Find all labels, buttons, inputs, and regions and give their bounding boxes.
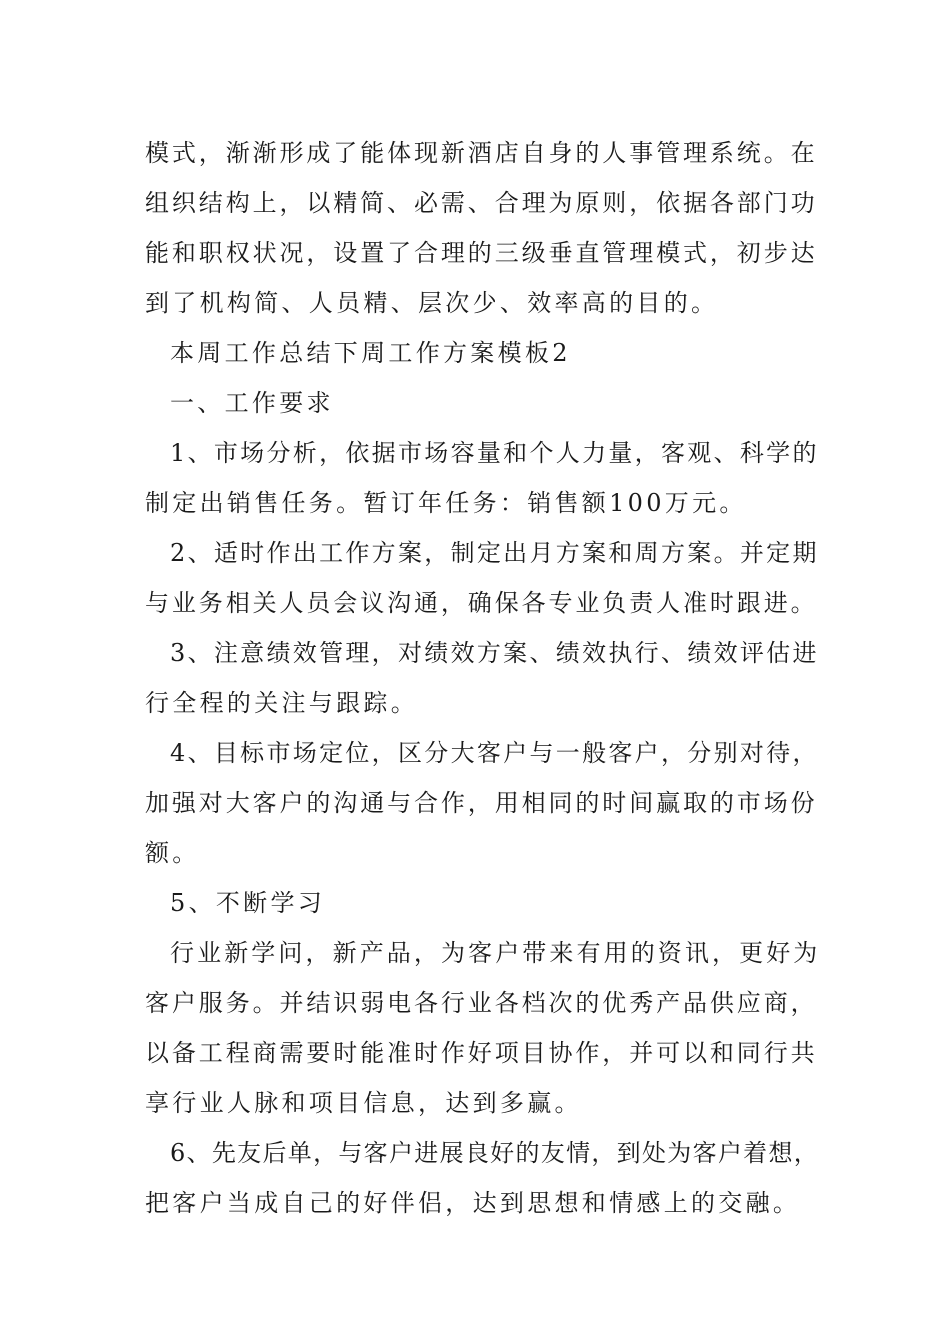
section-heading: 本周工作总结下周工作方案模板2 bbox=[170, 339, 571, 367]
text-line: 制定出销售任务。暂订年任务：销售额100万元。 bbox=[145, 489, 747, 517]
text-line: 模式，渐渐形成了能体现新酒店自身的人事管理系统。在 bbox=[145, 139, 818, 167]
text-line: 能和职权状况，设置了合理的三级垂直管理模式，初步达 bbox=[145, 239, 818, 267]
text-line: 到了机构简、人员精、层次少、效率高的目的。 bbox=[145, 289, 719, 317]
text-line: 额。 bbox=[145, 839, 200, 867]
list-item: 2、适时作出工作方案，制定出月方案和周方案。并定期 bbox=[170, 539, 819, 567]
list-item: 1、市场分析，依据市场容量和个人力量，客观、科学的 bbox=[170, 439, 819, 467]
text-line: 以备工程商需要时能准时作好项目协作，并可以和同行共 bbox=[145, 1039, 818, 1067]
text-line: 把客户当成自己的好伴侣，达到思想和情感上的交融。 bbox=[145, 1189, 801, 1217]
text-line: 组织结构上，以精简、必需、合理为原则，依据各部门功 bbox=[145, 189, 818, 217]
section-heading: 一、工作要求 bbox=[170, 389, 334, 417]
list-item: 3、注意绩效管理，对绩效方案、绩效执行、绩效评估进 bbox=[170, 639, 819, 667]
text-line: 加强对大客户的沟通与合作，用相同的时间赢取的市场份 bbox=[145, 789, 818, 817]
text-line: 行业新学问，新产品，为客户带来有用的资讯，更好为 bbox=[170, 939, 821, 967]
text-line: 客户服务。并结识弱电各行业各档次的优秀产品供应商， bbox=[145, 989, 818, 1017]
text-line: 行全程的关注与跟踪。 bbox=[145, 689, 418, 717]
text-line: 与业务相关人员会议沟通，确保各专业负责人准时跟进。 bbox=[145, 589, 818, 617]
text-line: 享行业人脉和项目信息，达到多赢。 bbox=[145, 1089, 582, 1117]
list-item: 6、先友后单，与客户进展良好的友情，到处为客户着想， bbox=[170, 1139, 820, 1167]
list-item: 4、目标市场定位，区分大客户与一般客户，分别对待， bbox=[170, 739, 819, 767]
list-item: 5、不断学习 bbox=[170, 889, 326, 917]
